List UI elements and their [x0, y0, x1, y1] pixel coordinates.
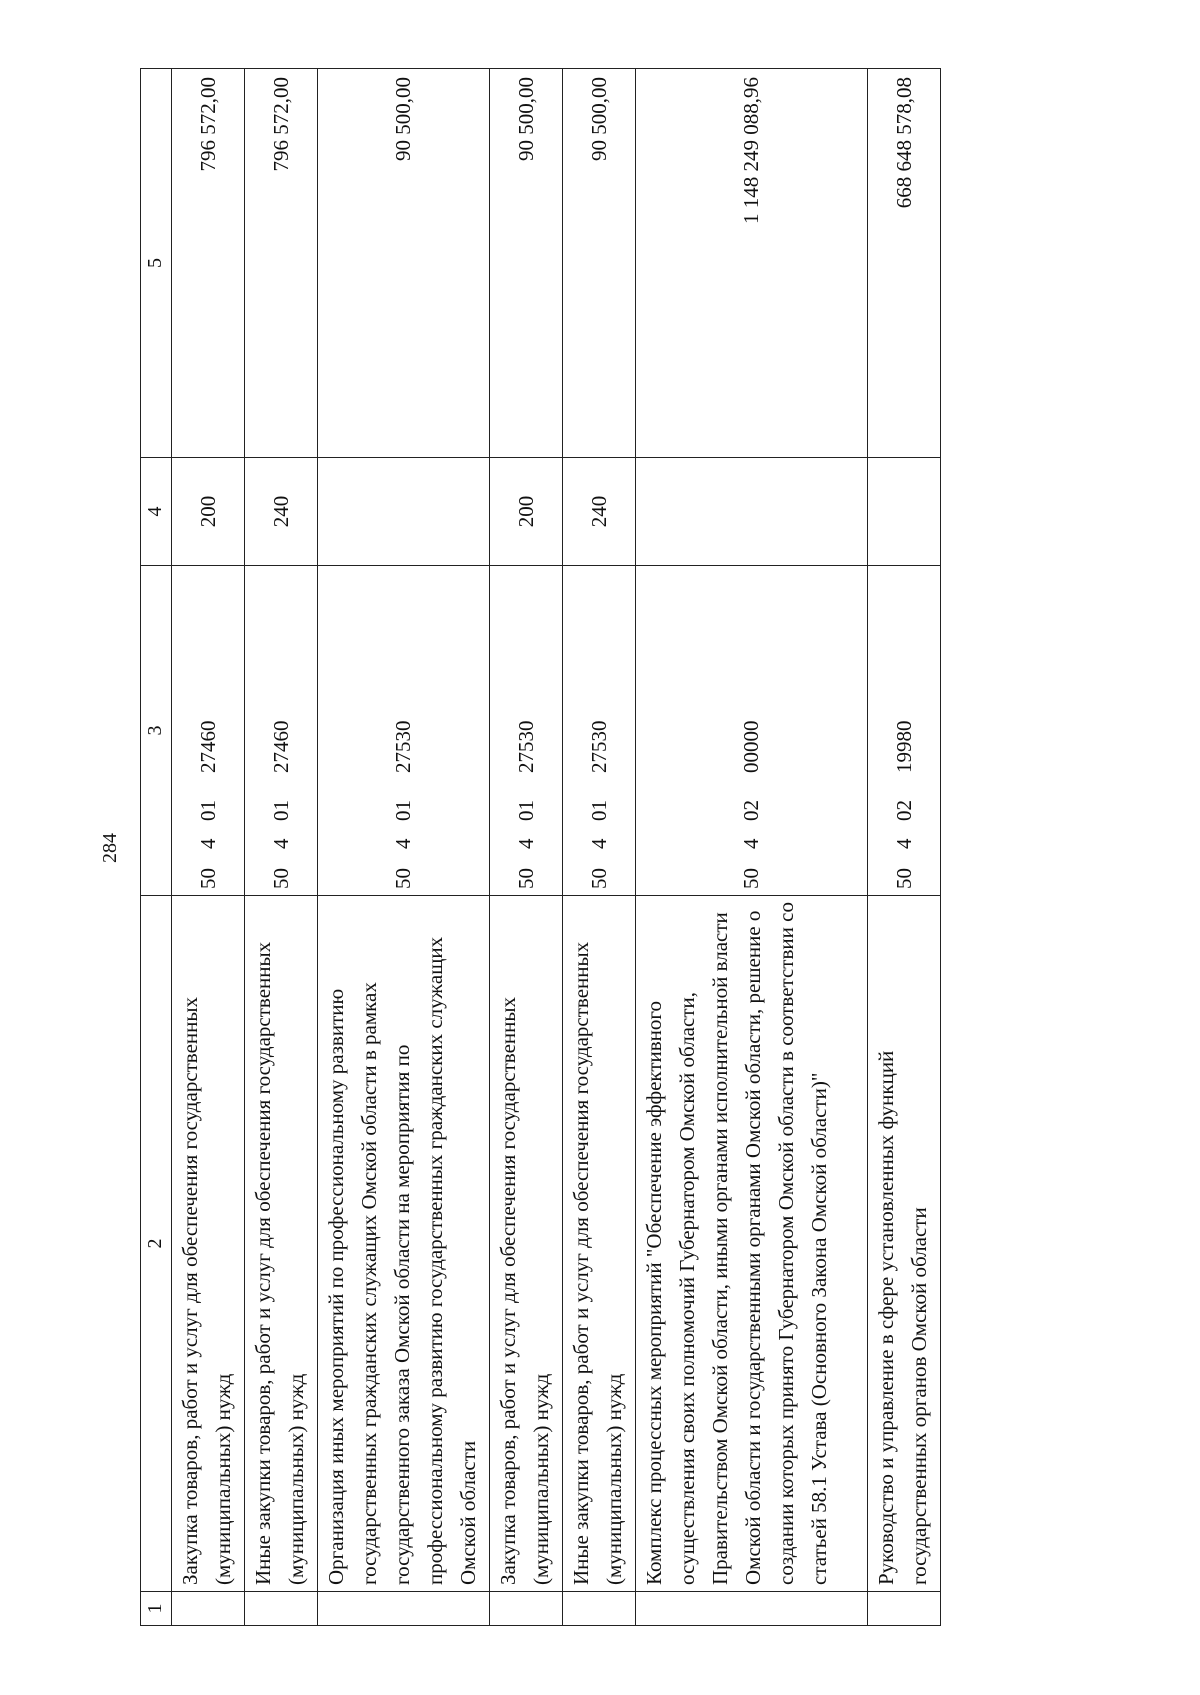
code-part: 4 [391, 838, 415, 849]
row-amount: 1 148 249 088,96 [636, 69, 868, 458]
code-part: 27460 [268, 720, 293, 773]
row-code [563, 566, 636, 896]
code-part: 27530 [391, 720, 415, 773]
code-part: 50 [586, 868, 611, 889]
table-header-row [141, 69, 172, 1626]
code-part: 50 [891, 868, 916, 889]
code-part: 02 [739, 800, 763, 821]
code-part: 4 [195, 838, 220, 849]
row-amount: 90 500,00 [490, 69, 563, 458]
budget-table-page [140, 69, 1006, 1626]
row-number-cell [563, 1592, 636, 1626]
table-row [172, 69, 245, 1626]
code-part: 01 [195, 800, 220, 821]
code-part: 01 [513, 800, 538, 821]
row-name: Иные закупки товаров, работ и услуг для обеспечения государственных (муниципальных) нужд [563, 896, 636, 1592]
row-name: Комплекс процессных мероприятий "Обеспечение эффективного осуществления своих полномочий Губернатором Омской области, Правительством Омской области, иными органами исполнительной власти Омской области и государственными органами Омской области, решение о создании которых принято Губернатором Омской области в соответствии со статьей 58.1 Устава (Основного Закона Омской области)" [636, 896, 868, 1592]
code-part: 02 [891, 800, 916, 821]
code-part: 27530 [586, 720, 611, 773]
row-amount: 796 572,00 [172, 69, 245, 458]
code-part: 4 [891, 838, 916, 849]
row-expense-type: 200 [490, 458, 563, 566]
row-amount: 796 572,00 [245, 69, 318, 458]
header-col-5: 5 [141, 69, 172, 458]
code-part: 01 [391, 800, 415, 821]
row-name: Руководство и управление в сфере установленных функций государственных органов Омской области [868, 896, 941, 1592]
code-part: 27530 [513, 720, 538, 773]
header-col-4: 4 [141, 458, 172, 566]
row-name: Организация иных мероприятий по профессиональному развитию государственных гражданских служащих Омской области в рамках государственного заказа Омской области на мероприятия по профессиональному развитию государственных гражданских служащих Омской области [318, 896, 490, 1592]
code-part: 19980 [891, 720, 916, 773]
row-expense-type [868, 458, 941, 566]
row-number-cell [868, 1592, 941, 1626]
row-name: Закупка товаров, работ и услуг для обеспечения государственных (муниципальных) нужд [172, 896, 245, 1592]
row-code [636, 566, 868, 896]
row-amount: 90 500,00 [563, 69, 636, 458]
row-code [868, 566, 941, 896]
code-part: 50 [195, 868, 220, 889]
page-number: 284 [99, 833, 121, 863]
code-part: 50 [391, 868, 415, 889]
row-expense-type [636, 458, 868, 566]
row-expense-type [318, 458, 490, 566]
code-part: 00000 [739, 720, 763, 773]
row-number-cell [172, 1592, 245, 1626]
code-part: 27460 [195, 720, 220, 773]
table-row [868, 69, 941, 1626]
row-expense-type: 240 [563, 458, 636, 566]
code-part: 4 [739, 838, 763, 849]
row-amount: 668 648 578,08 [868, 69, 941, 458]
row-code [172, 566, 245, 896]
table-row [636, 69, 868, 1626]
row-amount: 90 500,00 [318, 69, 490, 458]
code-part: 01 [586, 800, 611, 821]
table-row [490, 69, 563, 1626]
row-code [318, 566, 490, 896]
row-expense-type: 200 [172, 458, 245, 566]
code-part: 4 [513, 838, 538, 849]
code-part: 50 [739, 868, 763, 889]
budget-table [140, 68, 941, 1626]
row-name: Закупка товаров, работ и услуг для обеспечения государственных (муниципальных) нужд [490, 896, 563, 1592]
row-number-cell [318, 1592, 490, 1626]
row-expense-type: 240 [245, 458, 318, 566]
code-part: 4 [586, 838, 611, 849]
table-row [245, 69, 318, 1626]
code-part: 4 [268, 838, 293, 849]
code-part: 50 [268, 868, 293, 889]
header-col-3: 3 [141, 566, 172, 896]
header-col-2: 2 [141, 896, 172, 1592]
code-part: 50 [513, 868, 538, 889]
row-code [245, 566, 318, 896]
row-name: Иные закупки товаров, работ и услуг для обеспечения государственных (муниципальных) нужд [245, 896, 318, 1592]
table-row [563, 69, 636, 1626]
row-number-cell [245, 1592, 318, 1626]
row-number-cell [636, 1592, 868, 1626]
table-row [318, 69, 490, 1626]
row-code [490, 566, 563, 896]
code-part: 01 [268, 800, 293, 821]
row-number-cell [490, 1592, 563, 1626]
header-col-1: 1 [141, 1592, 172, 1626]
